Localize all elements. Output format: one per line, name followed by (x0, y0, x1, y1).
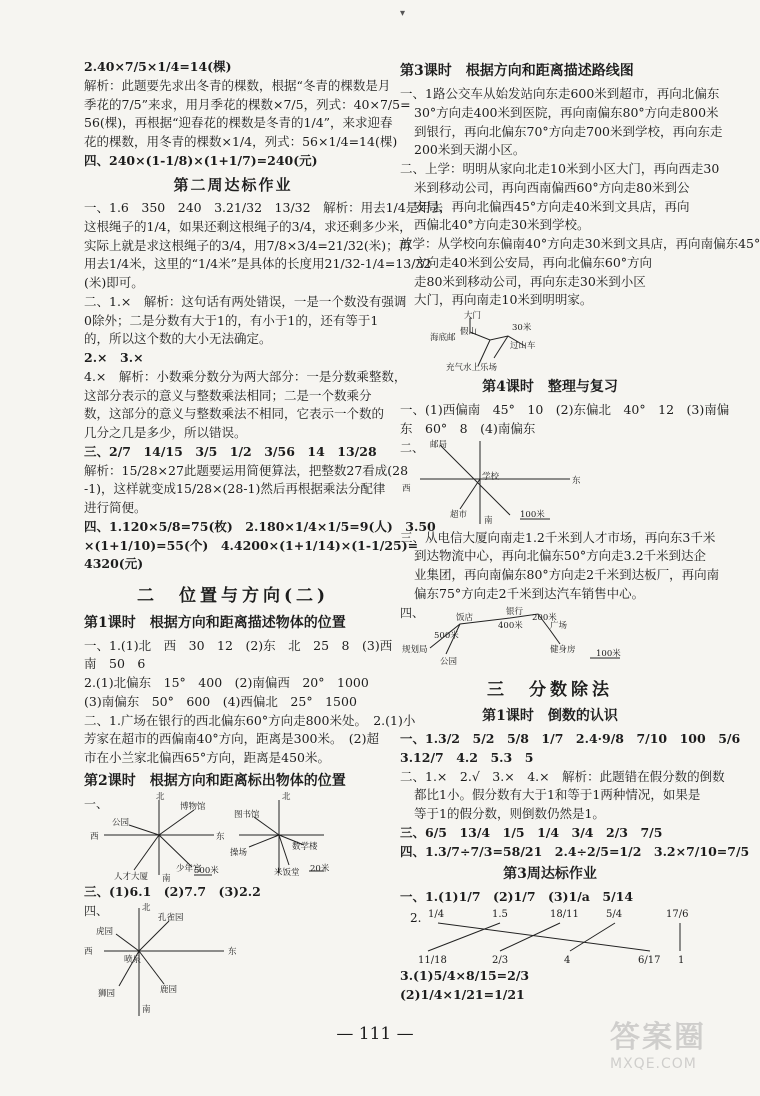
place-label: 孔雀园 (158, 912, 184, 923)
watermark-text: 答案圈 (610, 1020, 706, 1055)
text-line: 四、240×(1-1/8)×(1+1/7)=240(元) (84, 152, 318, 168)
question-label: 四、 (84, 903, 109, 918)
text-line: 到达物流中心，再向北偏东50°方向走3.2千米到达企 (414, 548, 707, 564)
text-line: 一、1.6 350 240 3.21/32 13/32 解析：用去1/4是用去 (84, 200, 444, 215)
place-label: 过山车 (510, 341, 536, 351)
lesson-title: 第2课时 根据方向和距离标出物体的位置 (84, 772, 346, 789)
match-top-item: 18/11 (550, 909, 579, 920)
text-line: 市在小兰家北偏西65°方向，距离是450米。 (84, 750, 331, 765)
place-label: 广场 (550, 620, 568, 631)
place-label: 图书馆 (234, 809, 260, 820)
text-line: 56(棵)，再根据“迎春花的棵数是冬青的1/4”，来求迎春 (84, 115, 393, 131)
place-label: 喷泉 (124, 954, 142, 965)
north-label: 北 (282, 791, 291, 802)
lesson-title: 第3课时 根据方向和距离描述路线图 (400, 63, 634, 79)
match-top-item: 1/4 (428, 909, 445, 920)
place-label: 健身房 (550, 644, 576, 655)
text-line: 进行简便。 (84, 500, 147, 515)
place-label: 少年宫 (176, 863, 202, 874)
text-line: 安局，再向北偏西45°方向走40米到文具店，再向 (414, 198, 690, 214)
place-label: 银行 (506, 606, 524, 617)
lesson-title: 第4课时 整理与复习 (482, 379, 618, 395)
place-label: 饭店 (456, 612, 474, 623)
text-line: 放学：从学校向东偏南40°方向走30米到文具店，再向南偏东45° (400, 236, 760, 251)
question-label: 一、 (84, 796, 109, 811)
text-line: 花的棵数，用冬青的棵数×1/4，列式：56×1/4=14(棵) (84, 134, 398, 149)
text-line: 一、1路公交车从始发站向东走600米到超市，再向北偏东 (400, 86, 720, 101)
scale-label: 20米 (310, 863, 330, 874)
text-line: 二、1.× 解析：这句话有两处错误，一是一个数没有强调 (84, 293, 407, 309)
scale-label: 100米 (520, 509, 545, 520)
place-label: 规划局 (402, 644, 428, 655)
watermark-url: MXQE.COM (610, 1056, 697, 1072)
text-line: 二、1.广场在银行的西北偏东60°方向走800米处。 2.(1)小 (84, 712, 416, 728)
place-label: 学校 (482, 471, 500, 482)
place-label: 海底邮 (430, 333, 456, 343)
text-line: 3.(1)5/4×8/15=2/3 (400, 968, 530, 983)
text-line: 3.12/7 4.2 5.3 5 (400, 749, 534, 765)
text-line: 这部分表示的意义与整数乘法相同；二是一个数乘分 (84, 387, 372, 403)
west-label: 西 (84, 946, 93, 957)
text-line: 偏东75°方向走2千米到达汽车销售中心。 (414, 585, 645, 601)
scale-label: 100米 (596, 648, 621, 659)
text-line: 2.(1)北偏东 15° 400 (2)南偏西 20° 1000 (84, 675, 369, 690)
text-line: 季花的7/5”来求，用月季花的棵数×7/5，列式：40×7/5= (84, 96, 411, 112)
text-line: ×(1+1/10)=55(个) 4.4200×(1+1/14)×(1-1/25)= (84, 537, 419, 553)
place-label: 人才大厦 (114, 871, 149, 882)
place-label: 假山 (460, 327, 478, 337)
question-label: 四、 (400, 605, 425, 620)
question-label: 二、 (400, 440, 425, 455)
text-line: 一、1.(1)1/7 (2)1/7 (3)1/a 5/14 (400, 889, 634, 905)
lesson-title: 第1课时 倒数的认识 (482, 708, 618, 724)
east-label: 东 (216, 831, 225, 842)
place-label: 公园 (112, 817, 130, 828)
east-label: 东 (228, 946, 237, 957)
text-line: 4.× 解析：小数乘分数分为两大部分：一是分数乘整数， (84, 368, 407, 384)
match-bottom-item: 1 (678, 955, 685, 966)
text-line: 30°方向走400米到医院，再向南偏东80°方向走800米 (414, 104, 719, 120)
place-label: 大门 (464, 311, 482, 321)
match-top-item: 17/6 (666, 909, 689, 920)
city-figure (400, 604, 700, 668)
text-line: 三、(1)6.1 (2)7.7 (3)2.2 (84, 883, 261, 899)
match-bottom-item: 6/17 (638, 955, 661, 966)
text-line: 实际上就是求这根绳子的3/4，用7/8×3/4=21/32(米)；再 (84, 237, 412, 253)
text-line: 四、1.120×5/8=75(枚) 2.180×1/4×1/5=9(人) 3.50 (84, 518, 436, 534)
direction-figures-row (84, 791, 382, 884)
place-label: 南 (484, 515, 493, 526)
north-label: 北 (156, 791, 165, 802)
question-label: 2. (410, 911, 422, 925)
east-label: 东 (572, 475, 581, 486)
text-line: 二、1.× 2.√ 3.× 4.× 解析：此题错在假分数的倒数 (400, 768, 725, 784)
west-label: 西 (90, 831, 99, 842)
place-label: 充气水上乐场 (446, 363, 498, 373)
text-line: 三、2/7 14/15 3/5 1/2 3/56 14 13/28 (84, 443, 377, 459)
distance-label: 200米 (532, 612, 557, 623)
route-figure (400, 310, 700, 374)
text-line: 二、上学：明明从家向北走10米到小区大门，再向西走30 (400, 161, 720, 176)
match-bottom-item: 2/3 (492, 955, 509, 966)
text-line: 几分之几是多少，所以错误。 (84, 425, 247, 440)
text-line: 大门，再向南走10米到明明家。 (414, 292, 593, 308)
match-bottom-item: 4 (564, 955, 571, 966)
text-line: 走80米到移动公司，再向东走30米到小区 (414, 273, 646, 289)
text-line: 2.40×7/5×1/4=14(棵) (84, 59, 232, 74)
north-label: 北 (142, 902, 151, 913)
text-line: (3)南偏东 50° 600 (4)西偏北 25° 1500 (84, 693, 357, 709)
text-line: 米到移动公司，再向西南偏西60°方向走80米到公 (414, 179, 690, 195)
match-bottom-item: 11/18 (418, 955, 447, 966)
place-label: 米饭堂 (274, 867, 300, 878)
scale-label: 30米 (512, 323, 532, 333)
place-label: 邮局 (430, 439, 448, 450)
west-label: 西 (402, 483, 411, 494)
text-line: 一、1.3/2 5/2 5/8 1/7 2.4·9/8 7/10 100 5/6 (400, 731, 741, 746)
place-label: 公园 (440, 656, 458, 667)
distance-label: 400米 (498, 620, 523, 631)
match-top-item: 5/4 (606, 909, 623, 920)
text-line: -1)，这样就变成15/28×(28-1)然后再根据乘法分配律 (84, 481, 386, 497)
place-label: 鹿园 (160, 984, 178, 995)
text-line: 用去1/4米，这里的“1/4米”是具体的长度用21/32-1/4=13/32 (84, 256, 432, 272)
section-title: 第二周达标作业 (173, 175, 293, 194)
text-line: 解析：15/28×27此题要运用简便算法，把整数27看成(28 (84, 462, 409, 478)
matching-figure (400, 907, 700, 967)
south-label: 南 (162, 873, 171, 884)
scale-label: 500米 (194, 865, 219, 876)
text-line: 都比1小。假分数有大于1和等于1两种情况，如果是 (414, 787, 701, 803)
place-label: 超市 (450, 509, 468, 520)
text-line: 200米到天湖小区。 (414, 142, 526, 158)
watermark-logo (610, 1012, 730, 1082)
text-line: 一、1.(1)北 西 30 12 (2)东 北 25 8 (3)西 (84, 637, 393, 653)
text-line: 方向走40米到公安局，再向北偏东60°方向 (414, 254, 653, 270)
text-line: 这根绳子的1/4，如果还剩这根绳子的3/4，求还剩多少米， (84, 218, 412, 234)
place-label: 博物馆 (180, 801, 206, 812)
text-line: 4320(元) (84, 556, 144, 572)
match-top-item: 1.5 (492, 909, 508, 920)
place-label: 操场 (230, 847, 248, 858)
zoo-figure (84, 902, 382, 1014)
text-line: 一、(1)西偏南 45° 10 (2)东偏北 40° 12 (3)南偏 (400, 402, 730, 417)
text-line: 三、6/5 13/4 1/5 1/4 3/4 2/3 7/5 (400, 824, 663, 840)
right-column (400, 58, 760, 1005)
lesson-title: 第1课时 根据方向和距离描述物体的位置 (84, 614, 346, 631)
text-line: 业集团，再向南偏东80°方向走2千米到达板厂，再向南 (414, 567, 720, 582)
text-line: (米)即可。 (84, 275, 144, 290)
south-label: 南 (142, 1004, 151, 1015)
text-line: 解析：此题要先求出冬青的棵数，根据“冬青的棵数是月 (84, 77, 391, 93)
place-label: 数学楼 (292, 841, 318, 852)
text-line: 西偏北40°方向走30米到学校。 (414, 217, 590, 233)
text-line: 数，这部分的意义与整数乘法不相同，它表示一个数的 (84, 406, 385, 422)
top-mark: ▾ (400, 8, 406, 19)
text-line: 东 60° 8 (4)南偏东 (400, 420, 536, 436)
place-label: 虎园 (96, 926, 114, 937)
distance-label: 500米 (434, 630, 459, 641)
text-line: 的，所以这个数的大小无法确定。 (84, 331, 272, 347)
map-figure (400, 439, 700, 529)
text-line: 三、从电信大厦向南走1.2千米到人才市场，再向东3千米 (400, 529, 716, 545)
unit-title: 三 分数除法 (487, 679, 613, 700)
text-line: 0除外；二是分数有大于1的，有小于1的，还有等于1 (84, 312, 379, 328)
text-line: (2)1/4×1/21=1/21 (400, 986, 525, 1002)
place-label: 狮园 (98, 988, 116, 999)
text-line: 南 50 6 (84, 656, 146, 672)
map-diagram (420, 439, 580, 529)
text-line: 等于1的假分数，则倒数仍然是1。 (414, 806, 605, 821)
text-line: 芳家在超市的西偏南40°方向，距离是300米。 (2)超 (84, 731, 379, 747)
text-line: 2.× 3.× (84, 350, 144, 365)
text-line: 到银行，再向北偏东70°方向走700米到学校，再向东走 (414, 123, 723, 139)
section-title: 第3周达标作业 (503, 866, 597, 883)
unit-title: 二 位置与方向(二) (136, 586, 330, 606)
text-line: 四、1.3/7÷7/3=58/21 2.4÷2/5=1/2 3.2×7/10=7/5 (400, 843, 750, 859)
page-number: — 111 — (336, 1024, 414, 1044)
